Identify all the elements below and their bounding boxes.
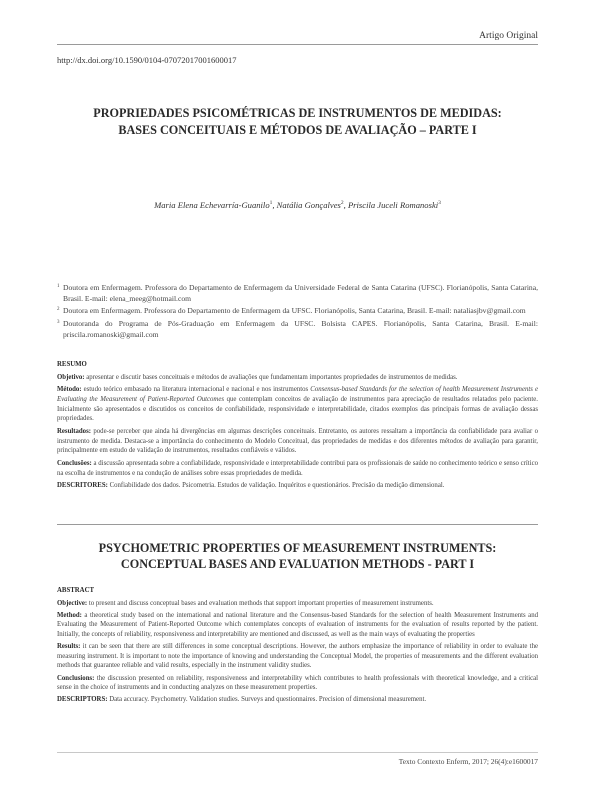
article-title-en: [57, 540, 538, 572]
abstract-conclusions: [57, 674, 538, 693]
abstract-objective: [57, 599, 538, 609]
resumo-resultados: [57, 427, 538, 456]
abstract-objective-text: to present and discuss conceptual bases and evaluation methods that support important properties of measurement instruments.: [87, 599, 434, 607]
doi-link[interactable]: http://dx.doi.org/10.1590/0104-07072017001600017: [57, 55, 237, 65]
resumo-objetivo: [57, 373, 538, 383]
title-pt-line-1: PROPRIEDADES PSICOMÉTRICAS DE INSTRUMENTOS DE MEDIDAS:: [93, 106, 502, 120]
abstract-results: [57, 642, 538, 671]
resumo-metodo-text: estudo teórico embasado na literatura internacional e nacional e nos instrumentos: [81, 386, 311, 394]
affiliation-sup: 1: [57, 284, 60, 289]
resumo-conclusoes-text: a discussão apresentada sobre a confiabilidade, responsividade e interpretabilidade contribui para os profissionais de saúde no conhecimento teórico e senso crítico na escolha de instrumentos e na condução de análises sobre essas propriedades de medida.: [57, 459, 538, 477]
author-list: Maria Elena Echevarría-Guanilo$^1$, Natália Gonçalves$^2$, Priscila Juceli Romanoski$^3$: [154, 200, 441, 210]
abstract-method-text: a theoretical study based on the international and national literature and the Consensus-based Standards for the selection of health Measurement Instruments and Evaluating the Measurement of Patient-Reported Outcome which contemplates concepts of evaluation of instruments for the evaluation of results reported by the patient. Initially, the concepts of reliability, responsiveness and interpretability are mentioned and discussed, as well as the main ways of evaluating the properties: [57, 611, 538, 638]
abstract-heading: ABSTRACT: [57, 587, 95, 594]
abstract-objective-label: Objective:: [57, 599, 88, 607]
author-name: Priscila Juceli Romanoski: [347, 200, 439, 210]
affiliation-text: Doutora em Enfermagem. Professora do Departamento de Enfermagem da UFSC. Florianópolis, Santa Catarina, Brasil. E-mail: nataliasjbv@gmail.com: [63, 306, 526, 316]
section-divider: [57, 524, 538, 525]
resumo-descritores-label: DESCRITORES:: [57, 482, 108, 490]
resumo-conclusoes-label: Conclusões:: [57, 459, 92, 467]
affiliations: [57, 282, 538, 341]
abstract-section: [57, 586, 538, 708]
title-en-line-1: PSYCHOMETRIC PROPERTIES OF MEASUREMENT INSTRUMENTS:: [98, 541, 497, 555]
section-type-label: Artigo Original: [479, 31, 538, 41]
resumo-metodo-italic: Consensus-based Standards for the selection of health Measurement Instruments e Evaluating the Measurement of Patient-Reported Outcomes: [57, 386, 538, 403]
resumo-resultados-label: Resultados:: [57, 427, 91, 435]
resumo-objetivo-text: apresentar e discutir bases conceituais e métodos de avaliações que fundamentam importantes propriedades de instrumentos de medidas.: [84, 373, 458, 381]
resumo-objetivo-label: Objetivo:: [57, 373, 85, 381]
affiliation-sup: 3: [57, 319, 60, 325]
author-sup: 3: [438, 200, 441, 207]
title-pt-line-2: BASES CONCEITUAIS E MÉTODOS DE AVALIAÇÃO – PARTE I: [118, 123, 477, 137]
resumo-metodo: [57, 385, 538, 423]
author-sup: 1: [269, 200, 273, 207]
footer-divider: [57, 752, 538, 753]
abstract-descriptors-label: DESCRIPTORS:: [57, 696, 108, 704]
resumo-metodo-text-b: que contemplam conceitos de avaliação de instrumentos para apreciação de resultados relatados pelo paciente. Inicialmente são apresentados e discutidos os conceitos de confiabilidade, responsividade e interpretabilidade, citados exemplos das principais formas de avaliação dessas propriedades.: [57, 395, 538, 423]
title-en-line-2: CONCEPTUAL BASES AND EVALUATION METHODS - PART I: [120, 557, 475, 571]
resumo-resultados-text: pode-se perceber que ainda há divergências em algumas descrições conceituais. Entretanto, os autores ressaltam a importância da confiabilidade para avaliar o instrumento de medida. Destaca-se a importância do conhecimento do Modelo Conceitual, das propriedades de medidas e dos diferentes métodos de avaliação para garantir, principalmente em estudo de validação de instrumentos, resultados confiáveis e válidos.: [57, 427, 538, 455]
author-name: Natália Gonçalves: [276, 200, 341, 210]
resumo-conclusoes: [57, 459, 538, 478]
resumo-descritores-text: Confiabilidade dos dados. Psicometria. Estudos de validação. Inquéritos e questionários. Precisão da medição dimensional.: [107, 482, 445, 490]
resumo-section: [57, 360, 538, 494]
abstract-conclusions-label: Conclusions:: [57, 674, 95, 682]
abstract-results-text: it can be seen that there are still differences in some conceptual descriptions. However, the authors emphasize the importance of reliability in order to evaluate the measuring instrument. It is important to note the importance of knowing and understanding the Conceptual Model, the properties of measurements and the different evaluation methods that guarantee reliable and valid results, especially in the instrument validity studies.: [57, 643, 538, 670]
article-title-pt: [57, 105, 538, 139]
affiliation-sup: 2: [57, 307, 60, 313]
affiliation-item: [57, 318, 538, 340]
header-divider: [57, 44, 538, 45]
abstract-results-label: Results:: [57, 643, 81, 651]
abstract-method-label: Method:: [57, 611, 82, 619]
abstract-conclusions-text: the discussion presented on reliability, responsiveness and interpretability which contributes to health professionals with theoretical knowledge, and a critical sense in the choice of instruments and in conducting analyzes on these measurement properties.: [57, 674, 538, 692]
abstract-method: [57, 611, 538, 640]
abstract-descriptors-text: Data accuracy. Psychometry. Validation studies. Surveys and questionnaires. Precision of dimensional measurement.: [107, 696, 427, 704]
affiliation-item: [57, 282, 538, 304]
resumo-metodo-label: Método:: [57, 386, 82, 394]
affiliation-text: Doutoranda do Programa de Pós-Graduação em Enfermagem da UFSC. Bolsista CAPES. Florianópolis, Santa Catarina, Brasil. E-mail: priscila.romanoski@gmail.com: [63, 318, 538, 339]
author-name: Maria Elena Echevarría-Guanilo: [154, 200, 270, 210]
resumo-heading: RESUMO: [57, 361, 87, 368]
affiliation-item: [57, 305, 538, 316]
affiliation-text: Doutora em Enfermagem. Professora do Departamento de Enfermagem da Universidade Federal de Santa Catarina (UFSC). Florianópolis, Santa Catarina, Brasil. E-mail: elena_meeg@hotmail.com: [63, 283, 538, 304]
resumo-descritores: [57, 481, 538, 491]
author-sup: 2: [340, 200, 344, 207]
abstract-descriptors: [57, 695, 538, 705]
footer-citation: Texto Contexto Enferm, 2017; 26(4):e1600017: [398, 757, 538, 766]
